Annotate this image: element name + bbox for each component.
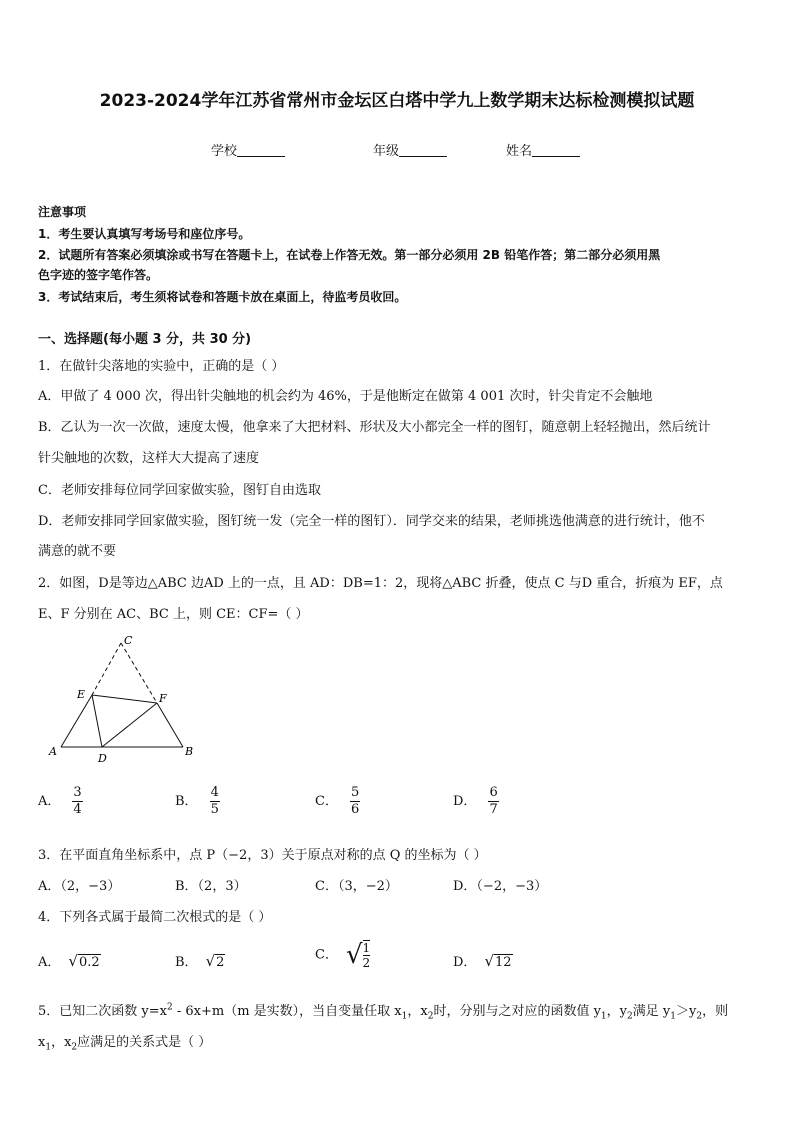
q4-option-d[interactable] <box>453 951 513 970</box>
label-f: F <box>159 692 167 705</box>
sqrt-expression: √0.2 <box>68 952 100 970</box>
segment-ed <box>92 695 102 747</box>
name-field[interactable] <box>506 140 580 159</box>
school-label: 学校 <box>211 144 238 159</box>
fraction: $\frac{6}{7}$ <box>489 785 498 817</box>
q2-option-d[interactable] <box>453 785 499 818</box>
grade-label: 年级 <box>373 144 400 159</box>
option-label: D． <box>453 955 477 970</box>
q5-stem-cont: $x_1$，$x_2$应满足的关系式是（ ） <box>38 1035 212 1053</box>
note-1: 1．考生要认真填写考场号和座位序号。 <box>38 227 251 241</box>
q3-option-c[interactable]: C．（3，−2） <box>315 879 398 894</box>
fraction: $\frac{5}{6}$ <box>350 785 360 817</box>
note-3: 3．考试结束后，考生须将试卷和答题卡放在桌面上，待监考员收回。 <box>38 290 407 304</box>
option-label: C． <box>315 947 338 963</box>
side-fb-solid <box>157 703 183 747</box>
notes-heading: 注意事项 <box>38 205 87 219</box>
q5-stem: 5．已知二次函数 $y=x^2 - 6x+m(m$ 是实数），当自变量任取 $x_1$，$x_2$时，分别与之对应的函数值 $y_1$，$y_2$满足 $y_1>y_2$，则 <box>38 1002 729 1022</box>
side-bc-dashed <box>121 643 157 703</box>
label-d: D <box>98 752 107 765</box>
name-label: 姓名 <box>506 144 533 159</box>
fraction: $\frac{4}{5}$ <box>210 785 219 817</box>
triangle-figure <box>40 628 210 773</box>
side-ec-solid <box>61 695 92 747</box>
fold-line-ef <box>92 695 157 703</box>
q2-stem: 2．如图，D是等边△ABC 边AD 上的一点，且 AD：DB=1：2，现将△ABC 折叠，使点 C 与D 重合，折痕为 EF，点 <box>38 576 723 591</box>
fraction: $\frac{3}{4}$ <box>73 785 82 817</box>
note-2: 2．试题所有答案必须填涂或书写在答题卡上，在试卷上作答无效。第一部分必须用 2B 铅笔作答；第二部分必须用黑 <box>38 248 661 262</box>
q4-option-c[interactable] <box>315 940 370 970</box>
option-label: A． <box>38 794 61 809</box>
label-b: B <box>185 745 194 758</box>
q2-stem-cont: E、F 分别在 AC、BC 上，则 CE：CF=（ ） <box>38 607 309 622</box>
q1-stem: 1．在做针尖落地的实验中，正确的是（ ） <box>38 359 285 374</box>
page-title: 2023-2024学年江苏省常州市金坛区白塔中学九上数学期末达标检测模拟试题 <box>99 91 695 111</box>
label-e: E <box>77 688 86 701</box>
q1-option-c: C．老师安排每位同学回家做实验，图钉自由选取 <box>38 483 321 498</box>
q3-option-d[interactable]: D．（−2，−3） <box>453 879 548 894</box>
q1-option-d-cont: 满意的就不要 <box>38 544 117 559</box>
q2-option-a[interactable] <box>38 785 83 818</box>
label-a: A <box>49 745 57 758</box>
option-label: C． <box>315 794 338 809</box>
q4-option-a[interactable] <box>38 951 101 970</box>
q1-option-a: A．甲做了 4 000 次，得出针尖触地的机会约为 46%，于是他断定在做第 4 001 次时，针尖肯定不会触地 <box>38 389 653 404</box>
school-field[interactable] <box>211 140 285 159</box>
q3-option-a[interactable]: A．（2，−3） <box>38 879 121 894</box>
option-label: B． <box>175 794 198 809</box>
grade-blank[interactable] <box>399 144 447 157</box>
sqrt-expression: √2 <box>205 952 225 970</box>
segment-fd <box>102 703 157 747</box>
q1-option-b-cont: 针尖触地的次数，这样大大提高了速度 <box>38 451 260 466</box>
school-blank[interactable] <box>237 144 285 157</box>
grade-field[interactable] <box>373 140 447 159</box>
q4-option-b[interactable] <box>175 951 225 970</box>
q2-option-b[interactable] <box>175 785 220 818</box>
option-label: D． <box>453 794 477 809</box>
q3-option-b[interactable]: B．（2，3） <box>175 879 247 894</box>
q1-option-d: D．老师安排同学回家做实验，图钉统一发（完全一样的图钉）．同学交来的结果，老师挑选他满意的进行统计，他不 <box>38 514 705 529</box>
q2-option-c[interactable] <box>315 785 360 818</box>
option-label: B． <box>175 955 198 970</box>
q4-stem: 4．下列各式属于最简二次根式的是（ ） <box>38 910 272 925</box>
sqrt-expression: √12 <box>484 952 512 970</box>
side-ac-dashed <box>92 643 121 695</box>
sqrt-expression: √ $\frac{1}{2}$ <box>345 940 371 970</box>
label-c: C <box>124 634 133 647</box>
q1-option-b: B．乙认为一次一次做，速度太慢，他拿来了大把材料、形状及大小都完全一样的图钉，随意朝上轻轻抛出，然后统计 <box>38 420 711 435</box>
name-blank[interactable] <box>532 144 580 157</box>
note-2-cont: 色字迹的签字笔作答。 <box>38 268 159 282</box>
q3-stem: 3．在平面直角坐标系中，点 P（−2，3）关于原点对称的点 Q 的坐标为（ ） <box>38 848 487 863</box>
section-heading: 一、选择题(每小题 3 分，共 30 分) <box>38 332 252 347</box>
option-label: A． <box>38 955 61 970</box>
